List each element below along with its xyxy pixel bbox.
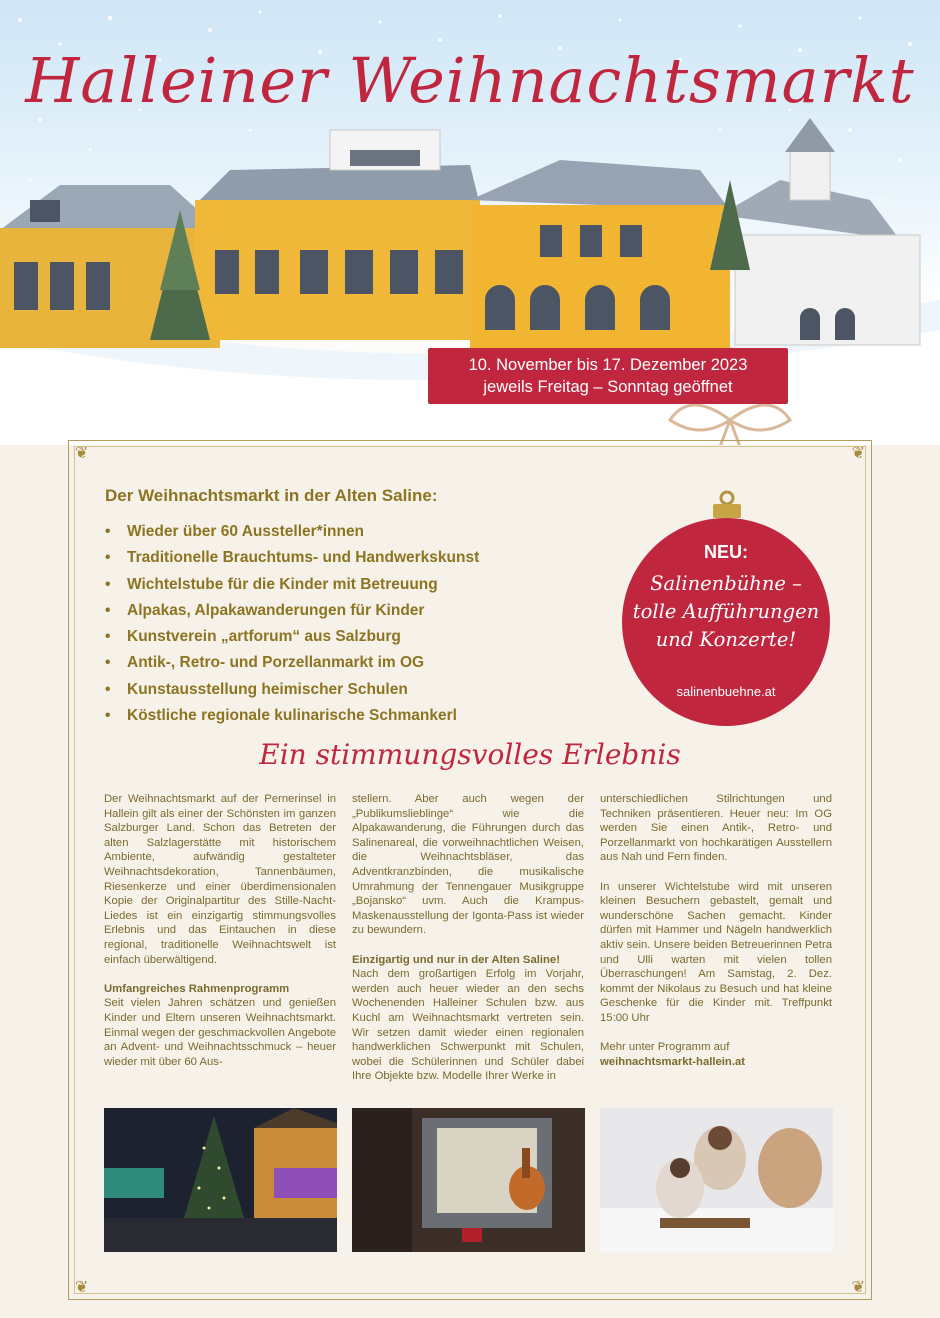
heading-text: Einzigartig und nur in der Alten Saline! — [352, 953, 560, 966]
section-heading — [104, 982, 336, 997]
article-column-2 — [352, 792, 584, 1098]
corner-ornament-icon: ❦ — [851, 445, 865, 462]
section-heading — [352, 953, 584, 968]
salinenbuehne-link[interactable]: salinenbuehne.at — [676, 684, 776, 699]
corner-ornament-icon: ❦ — [75, 1279, 89, 1296]
list-item: • Traditionelle Brauchtums- und Handwerkskunst — [105, 546, 479, 572]
ornament-line: und Konzerte! — [655, 628, 797, 651]
list-item: • Kunstausstellung heimischer Schulen — [105, 678, 479, 704]
ornament-line: Salinenbühne – — [650, 572, 802, 595]
paragraph: Der Weihnachtsmarkt auf der Pernerinsel in Hallein gilt als einer der Schönsten im ganzen Salzburger Land. Schon das Betreten der alten Salzlagerstätte mit historischem Ambiente, aufwändig gestalteter Weihnachtsdekoration, Tannenbäumen, Riesenkerze und einer überdimensionalen Kopie der Originalpartitur des Stille-Nacht-Liedes ist ein einzigartig stimmungsvolles Erlebnis und das Eintauchen in diese regional, traditionelle Weihnachtswelt ist einfach überwältigend. — [104, 793, 336, 966]
list-item: • Kunstverein „artforum“ aus Salzburg — [105, 625, 479, 651]
list-item: • Wichtelstube für die Kinder mit Betreuung — [105, 573, 479, 599]
list-item: • Wieder über 60 Aussteller*innen — [105, 520, 479, 546]
page-title: Halleiner Weihnachtsmarkt — [25, 44, 915, 117]
new-label: NEU: — [704, 542, 748, 562]
photo-market-night — [104, 1108, 337, 1252]
paragraph: Nach dem großartigen Erfolg im Vorjahr, werden auch heuer wieder an den sechs Wochenenden Halleiner Schulen bzw. aus Kuchl am Weihnachtsmarkt vertreten sein. Wir setzen damit wieder einen regionalen handwerklichen Schwerpunkt mit Schulen, wobei die Schülerinnen und Schüler dabei Ihre Objekte bzw. Modelle Ihrer Werke in — [352, 968, 584, 1083]
photo-music-display-image — [352, 1108, 585, 1252]
more-info-text: Mehr unter Programm auf — [600, 1041, 730, 1054]
photo-family-alpaca — [600, 1108, 833, 1252]
article-column-3 — [600, 792, 832, 1069]
photo-music-display — [352, 1108, 585, 1252]
highlights-heading: Der Weihnachtsmarkt in der Alten Saline: — [105, 486, 438, 505]
photo-family-alpaca-image — [600, 1108, 833, 1252]
website-link[interactable]: weihnachtsmarkt-hallein.at — [600, 1055, 746, 1068]
article-subtitle: Ein stimmungsvolles Erlebnis — [259, 738, 681, 771]
paragraph: unterschiedlichen Stilrichtungen und Techniken präsentieren. Heuer neu: Im OG werden Sie einen Antik-, Retro- und Porzellanmarkt von hochkarätigen Ausstellern aus Nah und Fern finden. — [600, 793, 832, 864]
heading-text: Umfangreiches Rahmenprogramm — [104, 982, 290, 995]
paragraph: In unserer Wichtelstube wird mit unseren kleinen Besuchern gebastelt, gemalt und wunderschöne Sachen gemacht. Kinder dürfen mit Hammer und Nägeln handwerklich aktiv sein. Unsere beiden Betreuerinnen Petra und Ulli warten mit vielen tollen Überraschungen! Am Samstag, 2. Dez. kommt der Nikolaus zu Besuch und hat kleine Geschenke für die Kinder mit. Treffpunkt 15:00 Uhr — [600, 880, 832, 1024]
more-info — [600, 1040, 832, 1069]
corner-ornament-icon: ❦ — [75, 445, 89, 462]
christmas-ornament-badge — [622, 518, 830, 726]
ornament-cap-icon — [707, 490, 747, 520]
ornament-line: tolle Aufführungen — [632, 600, 820, 623]
paragraph: stellern. Aber auch wegen der „Publikumslieblinge“ wie die Alpakawanderung, die Führungen durch das Salinenareal, die vorweihnachtlichen Weisen, die Weihnachtsbläser, das Adventkranzbinden, die musikalische Umrahmung der Tennengauer Musikgruppe „Bojansko“ uvm. Auch die Krampus-Maskenausstellung der Igonta-Pass ist wieder zu bewundern. — [352, 793, 584, 937]
corner-ornament-icon: ❦ — [851, 1279, 865, 1296]
highlights-list — [105, 520, 479, 730]
photo-market-night-image — [104, 1108, 337, 1252]
article-column-1 — [104, 792, 336, 1084]
list-item: • Alpakas, Alpakawanderungen für Kinder — [105, 599, 479, 625]
ornament-text — [622, 570, 830, 654]
date-banner — [428, 348, 788, 404]
date-range: 10. November bis 17. Dezember 2023 — [468, 356, 748, 374]
list-item: • Antik-, Retro- und Porzellanmarkt im OG — [105, 651, 479, 677]
opening-days: jeweils Freitag – Sonntag geöffnet — [483, 378, 733, 396]
hero-illustration — [0, 0, 940, 445]
paragraph: Seit vielen Jahren schätzen und genießen Kinder und Eltern unseren Weihnachtsmarkt. Einmal wegen der geschmackvollen Angebote an Advent- und Weihnachtsschmuck – heuer wieder mit über 60 Aus- — [104, 997, 336, 1068]
list-item: • Köstliche regionale kulinarische Schmankerl — [105, 704, 479, 730]
